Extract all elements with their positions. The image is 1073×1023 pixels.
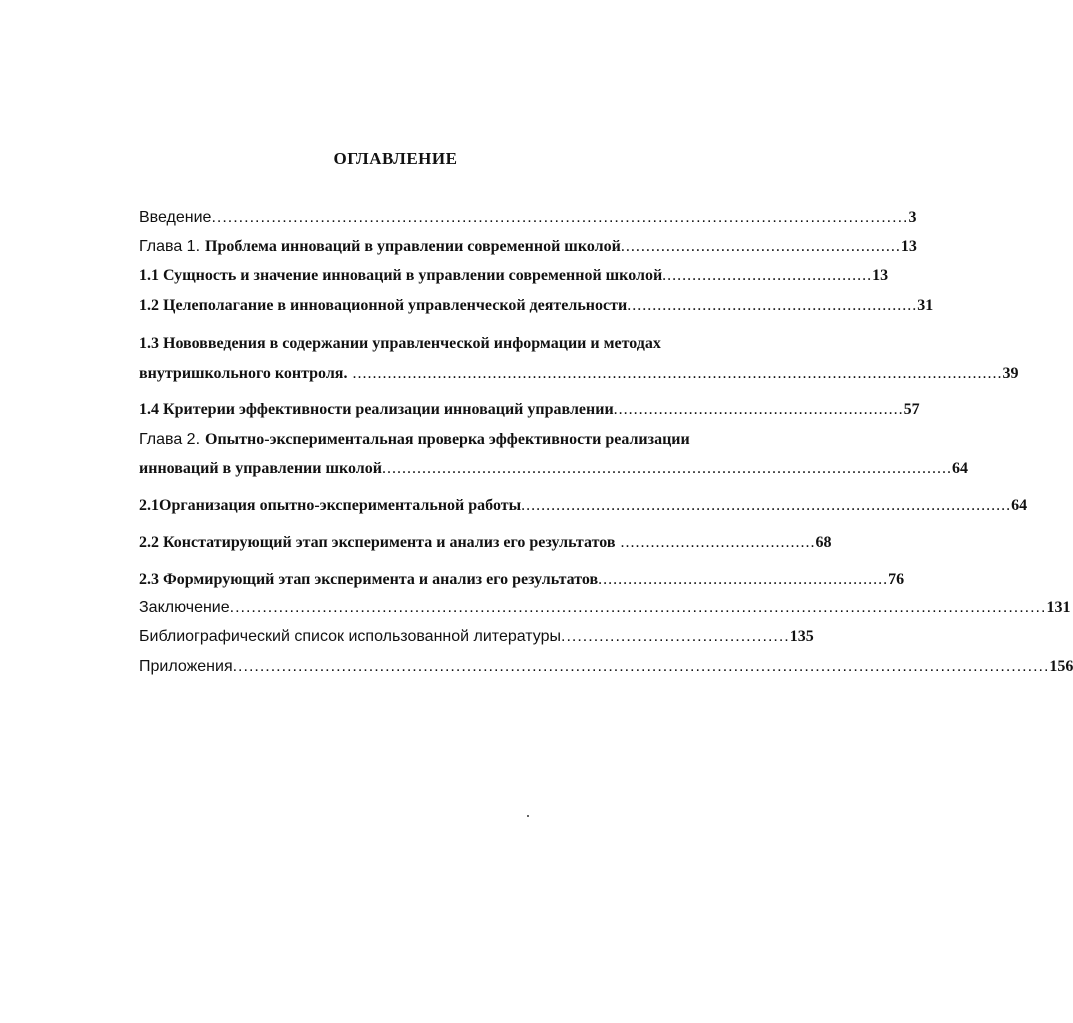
toc-entry-chapter-2-continued[interactable]: [139, 458, 968, 480]
toc-page-number: 3: [908, 209, 917, 226]
toc-leader-dots: ......................................................................................................................................................: [229, 599, 1047, 616]
toc-entry-introduction[interactable]: [139, 207, 917, 229]
toc-chapter-label: Глава 1.: [139, 238, 201, 255]
toc-entry-1-1[interactable]: [139, 265, 889, 287]
toc-entry-chapter-1[interactable]: [139, 236, 917, 258]
toc-leader-dots: ..........................................: [662, 267, 873, 284]
toc-leader-dots: ..........................................................: [613, 401, 904, 418]
toc-entry-appendices[interactable]: [139, 656, 1073, 678]
toc-page-number: 39: [1002, 365, 1019, 382]
toc-entry-title: Приложения: [139, 658, 233, 675]
toc-entry-1-3[interactable]: [139, 333, 723, 355]
toc-leader-dots: ..........................................................: [598, 571, 889, 588]
toc-leader-dots: ................................................................................................................................: [211, 209, 909, 226]
toc-entry-title: Библиографический список использованной литературы: [139, 628, 562, 645]
toc-entry-1-3-continued[interactable]: [139, 363, 1019, 385]
toc-entry-1-4[interactable]: [139, 399, 920, 421]
toc-entry-title: 2.3 Формирующий этап эксперимента и анализ его результатов: [139, 571, 599, 588]
toc-entry-title: Проблема инноваций в управлении современной школой: [205, 238, 621, 255]
toc-entry-2-1[interactable]: [139, 495, 1028, 517]
toc-leader-dots: ..................................................................................................................................: [347, 365, 1003, 382]
toc-entry-title: 2.2 Констатирующий этап эксперимента и анализ его результатов: [139, 534, 616, 551]
toc-chapter-label: Глава 2.: [139, 431, 201, 448]
toc-page-number: 57: [903, 401, 920, 418]
toc-leader-dots: ..........................................................: [627, 297, 918, 314]
toc-page-number: 64: [1011, 497, 1028, 514]
toc-entry-title: инноваций в управлении школой: [139, 460, 382, 477]
toc-leader-dots: ......................................................................................................................................................: [232, 658, 1050, 675]
toc-entry-title: Опытно-экспериментальная проверка эффективности реализации: [205, 431, 690, 448]
toc-page-number: 64: [951, 460, 968, 477]
toc-entry-title: внутришкольного контроля.: [139, 365, 348, 382]
toc-page-number: 131: [1046, 599, 1071, 616]
toc-entry-title: 1.4 Критерии эффективности реализации инноваций управлении: [139, 401, 614, 418]
toc-leader-dots: ........................................................: [620, 238, 901, 255]
toc-entry-2-2[interactable]: [139, 532, 832, 554]
page-title: ОГЛАВЛЕНИЕ: [333, 149, 458, 168]
toc-page-number: 68: [815, 534, 832, 551]
toc-page-number: 13: [900, 238, 917, 255]
scan-speck: [527, 815, 529, 817]
toc-leader-dots: ..................................................................................................: [521, 497, 1012, 514]
toc-entry-chapter-2[interactable]: [139, 429, 723, 451]
toc-entry-title: 1.1 Сущность и значение инноваций в управлении современной школой: [139, 267, 663, 284]
toc-leader-dots: ..................................................................................................................: [381, 460, 952, 477]
toc-page-number: 13: [872, 267, 889, 284]
toc-leader-dots: ..........................................: [561, 628, 790, 645]
toc-entry-bibliography[interactable]: [139, 626, 814, 648]
toc-entry-title: 1.3 Нововведения в содержании управленческой информации и методах: [139, 335, 661, 352]
toc-entry-title: Введение: [139, 209, 212, 226]
toc-entry-conclusion[interactable]: [139, 597, 1071, 619]
toc-entry-1-2[interactable]: [139, 295, 934, 317]
toc-page-number: 156: [1049, 658, 1073, 675]
toc-page-number: 76: [888, 571, 905, 588]
toc-page-number: 31: [917, 297, 934, 314]
toc-entry-title: Заключение: [139, 599, 230, 616]
toc-entry-title: 2.1Организация опытно-экспериментальной работы: [139, 497, 522, 514]
toc-leader-dots: .......................................: [615, 534, 816, 551]
toc-entry-title: 1.2 Целеполагание в инновационной управленческой деятельности: [139, 297, 628, 314]
toc-page-number: 135: [789, 628, 814, 645]
toc-entry-2-3[interactable]: [139, 569, 905, 591]
